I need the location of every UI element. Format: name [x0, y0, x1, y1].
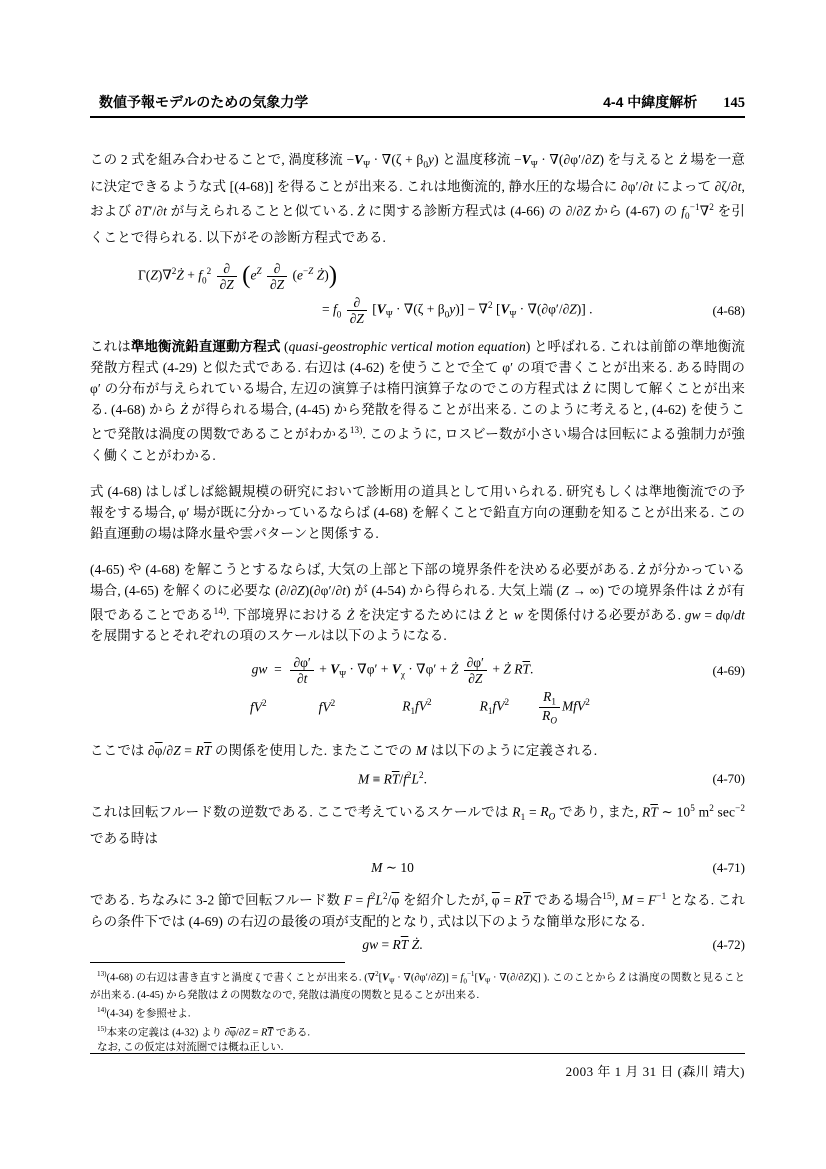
- paragraph-5: ここでは $\partial\overline{\varphi}/\partial Z = R\overline{T}$ の関係を使用した. またここでの M は以下のように定義される.: [90, 743, 598, 759]
- scale-term: $R_1fV^2$: [479, 697, 510, 717]
- equation-4-68-line1: Γ(Z)∇$^2$Ż + $f_0^2$ $\frac{\partial}{\partial Z}$ ($e^Z$ $\frac{\partial}{\partial Z}$ ($e^{-Z}$ Ż)): [138, 260, 338, 292]
- paragraph-4: (4-65) や (4-68) を解こうとするならば, 大気の上部と下部の境界条件を決める必要がある. Ż が分かっている場合, (4-65) を解くのに必要な (∂/∂Z)(∂φ′/∂t) が (4-54) から得られる. 大気上端 (Z → ∞) での境界条件は Ż が有限であることである$^{14)}$. 下部境界における Ż を決定するためには Ż と w を関係付ける必要がある. gw = dφ/dt を展開するとそれぞれの項のスケールは以下のようになる.: [90, 561, 745, 644]
- paragraph-7: である. ちなみに 3-2 節で回転フルード数 $F = f^2L^2/\overline{\varphi}$ を紹介したが, $\overline{\varphi} = R\overline{T}$ である場合$^{15)}$, $M = F^{-1}$ となる. これらの条件下では (4-69) の右辺の最後の項が支配的となり, 式は以下のような簡単な形になる.: [90, 891, 745, 929]
- equation-number: (4-68): [712, 302, 745, 318]
- equation-4-72-body: gw = $R\overline{T}$ Ż.: [362, 936, 423, 952]
- equation-4-69-body: gw = $\frac{\partial\varphi'}{\partial t}$ + $V_\Psi \cdot \nabla\varphi' + V_\chi \cdot \nabla\varphi'$ + Ż $\frac{\partial\varphi'}{\partial Z}$ + Ż $R\overline{T}$.: [251, 655, 534, 687]
- paragraph-6: これは回転フルード数の逆数である. ここで考えているスケールでは $R_1 = R_O$ であり, また, $R\overline{T}$ ∼ $10^5$ $m^2$ $\sec^{-2}$ である時は: [90, 802, 746, 847]
- header-section-title: 4-4 中緯度解析: [603, 94, 698, 110]
- equation-number: (4-69): [712, 662, 745, 678]
- page-content: [90, 0, 745, 1056]
- footer-date: 2003 年 1 月 31 日 (森川 靖大): [565, 1064, 745, 1079]
- equation-4-69: [90, 655, 745, 725]
- equation-4-68-line2: [90, 295, 745, 326]
- footnote-15: $^{15)}$本来の定義は (4-32) より $\partial\overline{\varphi}/\partial Z = R\overline{T}$ である.: [97, 1025, 311, 1039]
- paragraph-1: この 2 式を組み合わせることで, 渦度移流 $-V_\Psi \cdot \nabla(\zeta + \beta_0y)$ と温度移流 $-V_\Psi \cdot \nabla(\partial\varphi'/\partial Z)$ を与えると Ż 場を一意に決定できるような式 [(4-68)] を得ることが出来る. これは地衡流的, 静水圧的な場合に ∂φ′/∂t によって ∂ζ/∂t, および ∂T′/∂t が与えられることと似ている. Ż に関する診断方程式は (4-66) の ∂/∂Z から (4-67) の $f_0^{-1}\nabla^2$ を引くことで得られる. 以下がその診断方程式である.: [90, 152, 746, 245]
- equation-4-70: [90, 770, 745, 788]
- page-header: [90, 92, 745, 118]
- footnote-15-continuation: なお, この仮定は対流圏では概ね正しい.: [97, 1042, 284, 1054]
- equation-number: (4-72): [712, 936, 745, 952]
- footnote-14: $^{14)}$(4-34) を参照せよ.: [97, 1006, 191, 1020]
- header-right-group: [603, 92, 745, 112]
- scale-term: $R_1fV^2$: [402, 697, 432, 717]
- footnote-rule: [90, 962, 345, 963]
- scale-term: $\frac{R_1}{R_O}$ MfV$^2$: [537, 689, 590, 726]
- equation-4-68: [90, 261, 745, 326]
- scale-annotation-row: [90, 689, 745, 726]
- footnote-13: $^{13)}$(4-68) の右辺は書き直すと渦度 ζ で書くことが出来る. ($\nabla^2[V_\Psi \cdot \nabla(\partial\varphi'/\partial Z)] = f_0^{-1}[V_\Psi \cdot \nabla(\partial/\partial Z)\zeta]$ ). このことから Ż は渦度の関数と見ることが出来る. (4-45) から発散は Ż の関数なので, 発散は渦度の関数と見ることが出来る.: [90, 969, 746, 1001]
- equation-number: (4-71): [712, 860, 745, 876]
- equation-number: (4-70): [712, 771, 745, 787]
- equation-4-71-body: M ∼ 10: [371, 860, 414, 876]
- header-book-title: 数値予報モデルのための気象力学: [99, 94, 309, 110]
- page-footer: [90, 1053, 745, 1080]
- paragraph-2: これは準地衡流鉛直運動方程式 (quasi-geostrophic vertical motion equation) と呼ばれる. これは前節の準地衡流発散方程式 (4-29) と似た式である. 右辺は (4-62) を使うことで全て φ′ の項で書くことが出来る. ある時間の φ′ の分布が与えられている場合, 左辺の演算子は楕円演算子なのでこの方程式は Ż に関して解くことが出来る. (4-68) から Ż が得られる場合, (4-45) から発散を得ることが出来る. このように考えると, (4-62) を使うことで発散は渦度の関数であることがわかる$^{13)}$. このように, ロスビー数が小さい場合は回転による強制力が強く働くことがわかる.: [90, 339, 746, 463]
- header-page-number: 145: [723, 95, 745, 111]
- equation-4-70-body: $M \equiv R\overline{T}/f^2L^2$.: [358, 770, 427, 787]
- paragraph-3: 式 (4-68) はしばしば総観規模の研究において診断用の道具として用いられる. 研究もしくは準地衡流での予報をする場合, φ′ 場が既に分かっているならば (4-68) を解くことで鉛直方向の運動を知ることが出来る. この鉛直運動の場は降水量や雲パターンと関係する.: [90, 483, 745, 541]
- equation-4-72: [90, 937, 745, 953]
- equation-4-69-row: [90, 655, 745, 686]
- equation-4-71: [90, 860, 745, 876]
- scale-term: $fV^2$: [250, 698, 267, 715]
- equation-4-68-line2-body: = $f_0$ $\frac{\partial}{\partial Z}$ $[V_\Psi \cdot \nabla(\zeta + \beta_0y)] - \nabla^2$ $[V_\Psi \cdot \nabla(\partial\varphi'/\partial Z)]$ .: [322, 295, 593, 327]
- scale-term: $fV^2$: [318, 698, 336, 715]
